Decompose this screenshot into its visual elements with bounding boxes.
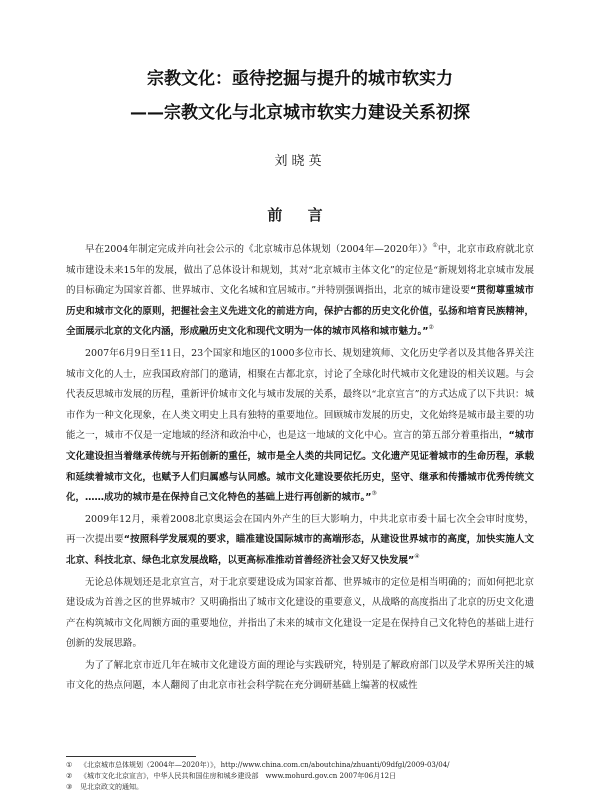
footnote-ref-4: ④ <box>414 552 420 560</box>
paragraph-2-part-a: 2007年6月9日至11日，23个国家和地区的1000多位市长、规划建筑师、文化历史学者以及其他各界关注城市文化的人士，应我国政府部门的邀请，相聚在古都北京，讨论了全球化时代城市文化建设的相关议题。与会代表反思城市发展的历程，重新评价城市文化与城市发展的关系，最终以“北京宣言”的方式达成了以下共识：城市作为一种文化现象，在人类文明史上具有独特的重要地位。回顾城市发展的历史，文化始终是城市最主要的功能之一，城市不仅是一定地域的经济和政治中心，也是这一地域的文化中心。宣言的第五部分着重指出， <box>66 347 534 442</box>
paper-title: 宗教文化：亟待挖掘与提升的城市软实力 <box>147 69 453 89</box>
paragraph-4: 无论总体规划还是北京宣言，对于北京要建设成为国家首都、世界城市的定位是相当明确的；而如何把北京建设成为首善之区的世界城市？又明确指出了城市文化建设的重要意义，从战略的高度指出了北京的历史文化遗产在构筑城市文化周额方面的重要地位，并指出了未来的城市文化建设一定是在保持自己文化特色的基础上进行创新的发展思路。 <box>66 576 534 650</box>
paragraph-2-quote: “城市文化建设担当着继承传统与开拓创新的重任，城市是全人类的共同记忆。文化遗产见证着城市的生命历程，承载和延续着城市文化，也赋予人们归属感与认同感。城市文化建设要依托历史，坚守、继承和传播城市优秀传统文化，……成功的城市是在保持自己文化特色的基础上进行再创新的城市。” <box>66 430 534 504</box>
footnote-3-text: 见北京政文的通知。 <box>80 783 143 791</box>
paragraph-5: 为了了解北京市近几年在城市文化建设方面的理论与实践研究，特别是了解政府部门以及学术界所关注的城市文化的热点问题，本人翻阅了由北京市社会科学院在充分调研基础上编著的权威性 <box>66 659 534 692</box>
footnotes <box>66 760 546 793</box>
paragraph-3-part-a: 2009年12月，乘着2008北京奥运会在国内外产生的巨大影响力，中共北京市委十届七次全会审时度势，再一次提出要 <box>66 513 534 546</box>
footnote-divider <box>66 756 196 757</box>
paper-subtitle: ——宗教文化与北京城市软实力建设关系初探 <box>130 103 470 123</box>
paragraph-3-quote: “按照科学发展观的要求，瞄准建设国际城市的高端形态，从建设世界城市的高度，加快实施人文北京、科技北京、绿色北京发展战略，以更高标准推动首善经济社会又好又快发展” <box>66 534 534 566</box>
paragraph-1 <box>66 240 534 343</box>
paragraph-3 <box>66 510 534 572</box>
paragraph-1-part-a: 早在2004年制定完成并向社会公示的《北京城市总体规划（2004年—2020年）》 <box>85 244 433 255</box>
footnote-2-mark: ② <box>66 772 73 780</box>
footnote-3-mark: ③ <box>66 783 73 791</box>
footnote-ref-3: ③ <box>371 490 377 498</box>
footnote-2 <box>66 771 546 782</box>
paragraph-1-quote: “贯彻尊重城市历史和城市文化的原则，把握社会主义先进文化的前进方向，保护古都的历史文化价值，弘扬和培育民族精神，全面展示北京的文化内涵，形成融历史文化和现代文明为一体的城市风格和城市魅力。” <box>66 285 534 338</box>
footnote-1 <box>66 760 546 771</box>
section-heading-preface: 前 言 <box>267 206 333 224</box>
footnote-1-text: 《北京城市总体规划（2004年—2020年）》，http://www.china.com.cn/aboutchina/zhuanti/09dfgl/2009-03/04/ <box>80 761 450 769</box>
footnote-1-mark: ① <box>66 761 73 769</box>
footnote-ref-2: ② <box>428 324 434 332</box>
footnote-3 <box>66 782 546 793</box>
footnote-2-text: 《城市文化北京宣言》，中华人民共和国住房和城乡建设部 www.mohurd.gov.cn 2007年06月12日 <box>80 772 397 780</box>
paragraph-1-part-b: 中，北京市政府就北京城市建设未来15年的发展，做出了总体设计和规划，其对“北京城市主体文化”的定位是“新规划将北京城市发展的目标确定为国家首都、世界城市、文化名城和宜居城市。”并特别强调指出，北京的城市建设要 <box>66 244 534 297</box>
footnote-ref-1: ① <box>432 242 438 249</box>
paragraph-2 <box>66 344 534 509</box>
author-name: 刘晓英 <box>274 154 326 169</box>
body-text <box>66 240 534 698</box>
